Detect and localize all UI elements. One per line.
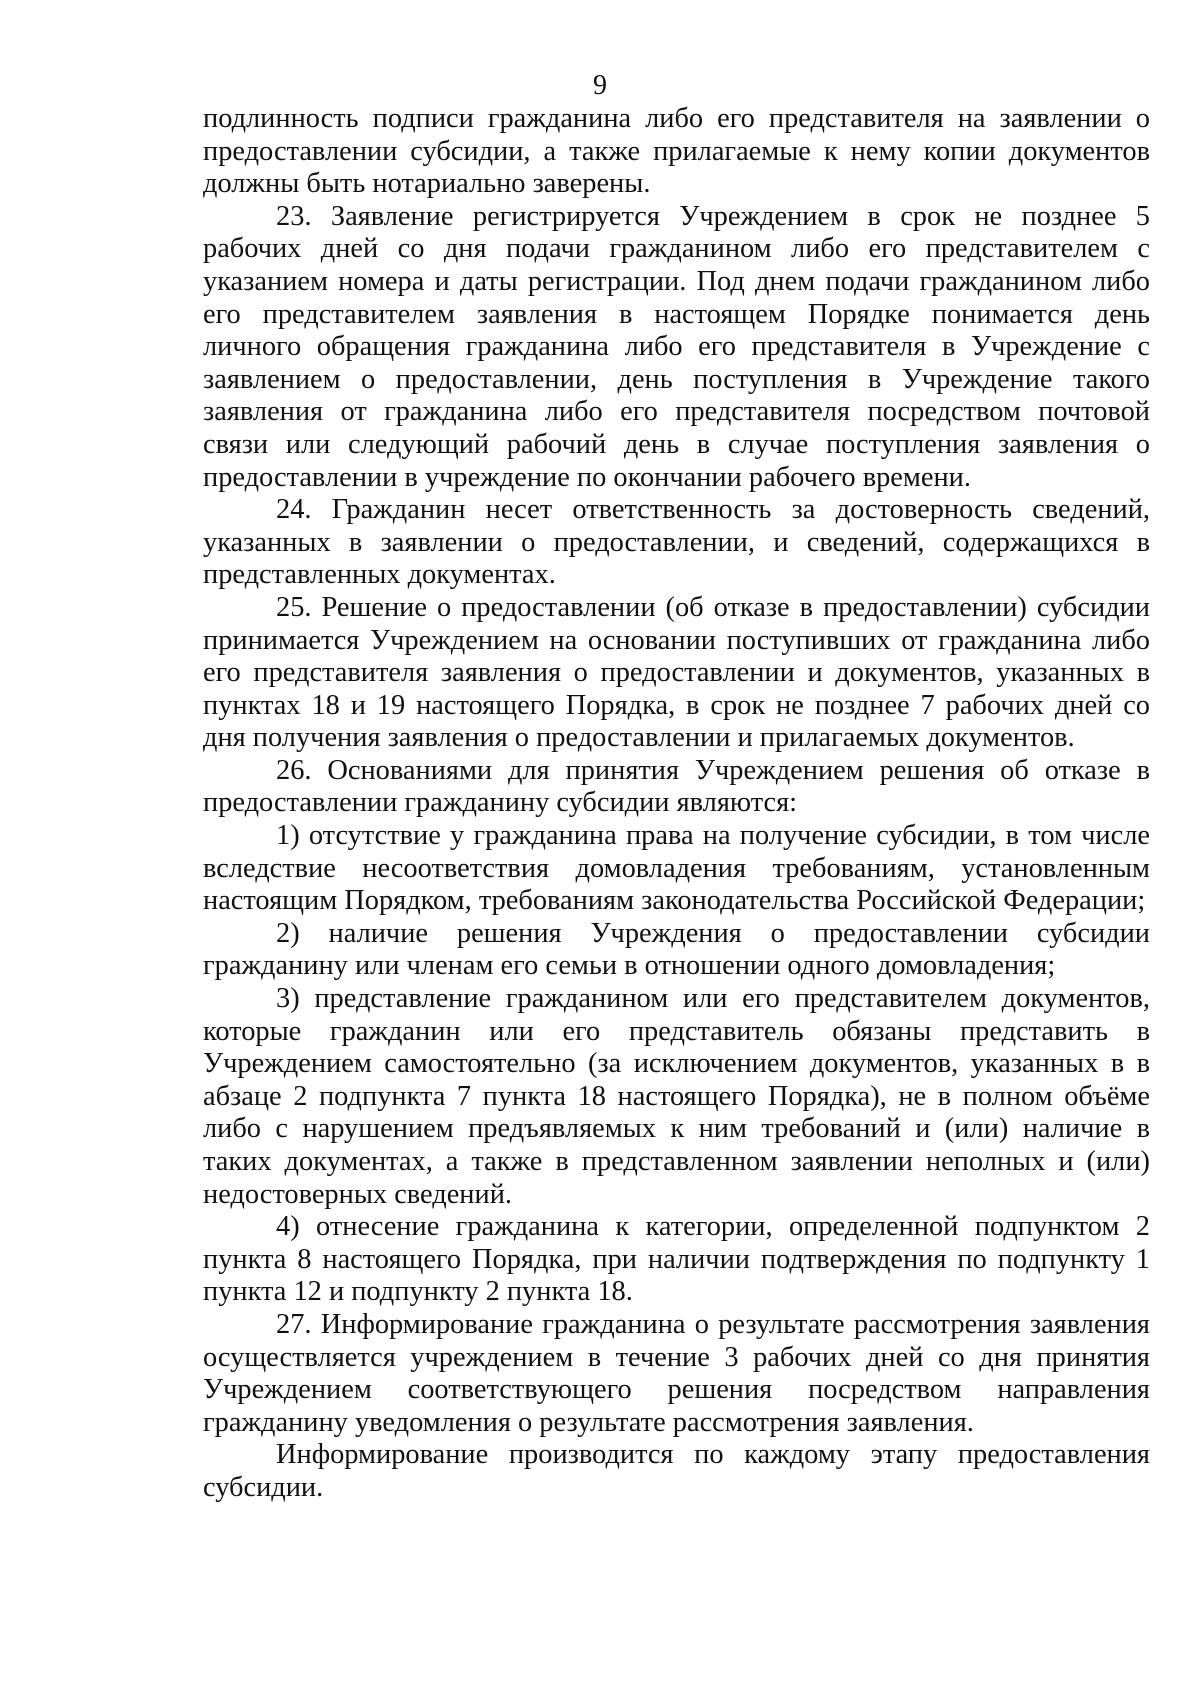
subitem-26-4: 4) отнесение гражданина к категории, определенной подпунктом 2 пункта 8 настоящего Порядка, при наличии подтверждения по подпункту 1 пункта 12 и подпункту 2 пункта 18. <box>203 1211 1150 1308</box>
paragraph-continuation: подлинность подписи гражданина либо его представителя на заявлении о предоставлении субсидии, а также прилагаемые к нему копии документов должны быть нотариально заверены. <box>203 103 1150 200</box>
subitem-26-3: 3) представление гражданином или его представителем документов, которые гражданин или его представитель обязаны представить в Учреждением самостоятельно (за исключением документов, указанных в в абзаце 2 подпункта 7 пункта 18 настоящего Порядка), не в полном объёме либо с нарушением предъявляемых к ним требований и (или) наличие в таких документах, а также в представленном заявлении неполных и (или) недостоверных сведений. <box>203 983 1150 1210</box>
page-number: 9 <box>593 70 607 101</box>
paragraph-item-25: 25. Решение о предоставлении (об отказе в предоставлении) субсидии принимается Учреждением на основании поступивших от гражданина либо его представителя заявления о предоставлении и документов, указанных в пунктах 18 и 19 настоящего Порядка, в срок не позднее 7 рабочих дней со дня получения заявления о предоставлении и прилагаемых документов. <box>203 591 1150 754</box>
subitem-26-1: 1) отсутствие у гражданина права на получение субсидии, в том числе вследствие несоответствия домовладения требованиям, установленным настоящим Порядком, требованиям законодательства Российской Федерации; <box>203 820 1150 917</box>
subitem-26-2: 2) наличие решения Учреждения о предоставлении субсидии гражданину или членам его семьи в отношении одного домовладения; <box>203 917 1150 982</box>
paragraph-informing: Информирование производится по каждому этапу предоставления субсидии. <box>203 1439 1150 1503</box>
paragraph-item-26: 26. Основаниями для принятия Учреждением решения об отказе в предоставлении гражданину субсидии являются: <box>203 754 1150 819</box>
paragraph-item-27: 27. Информирование гражданина о результате рассмотрения заявления осуществляется учреждением в течение 3 рабочих дней со дня принятия Учреждением соответствующего решения посредством направления гражданину уведомления о результате рассмотрения заявления. <box>203 1308 1150 1438</box>
paragraph-item-23: 23. Заявление регистрируется Учреждением в срок не позднее 5 рабочих дней со дня подачи гражданином либо его представителем с указанием номера и даты регистрации. Под днем подачи гражданином либо его представителем заявления в настоящем Порядке понимается день личного обращения гражданина либо его представителя в Учреждение с заявлением о предоставлении, день поступления в Учреждение такого заявления от гражданина либо его представителя посредством почтовой связи или следующий рабочий день в случае поступления заявления о предоставлении в учреждение по окончании рабочего времени. <box>203 200 1150 493</box>
document-body <box>203 103 1150 1505</box>
paragraph-item-24: 24. Гражданин несет ответственность за достоверность сведений, указанных в заявлении о предоставлении, и сведений, содержащихся в представленных документах. <box>203 494 1150 591</box>
